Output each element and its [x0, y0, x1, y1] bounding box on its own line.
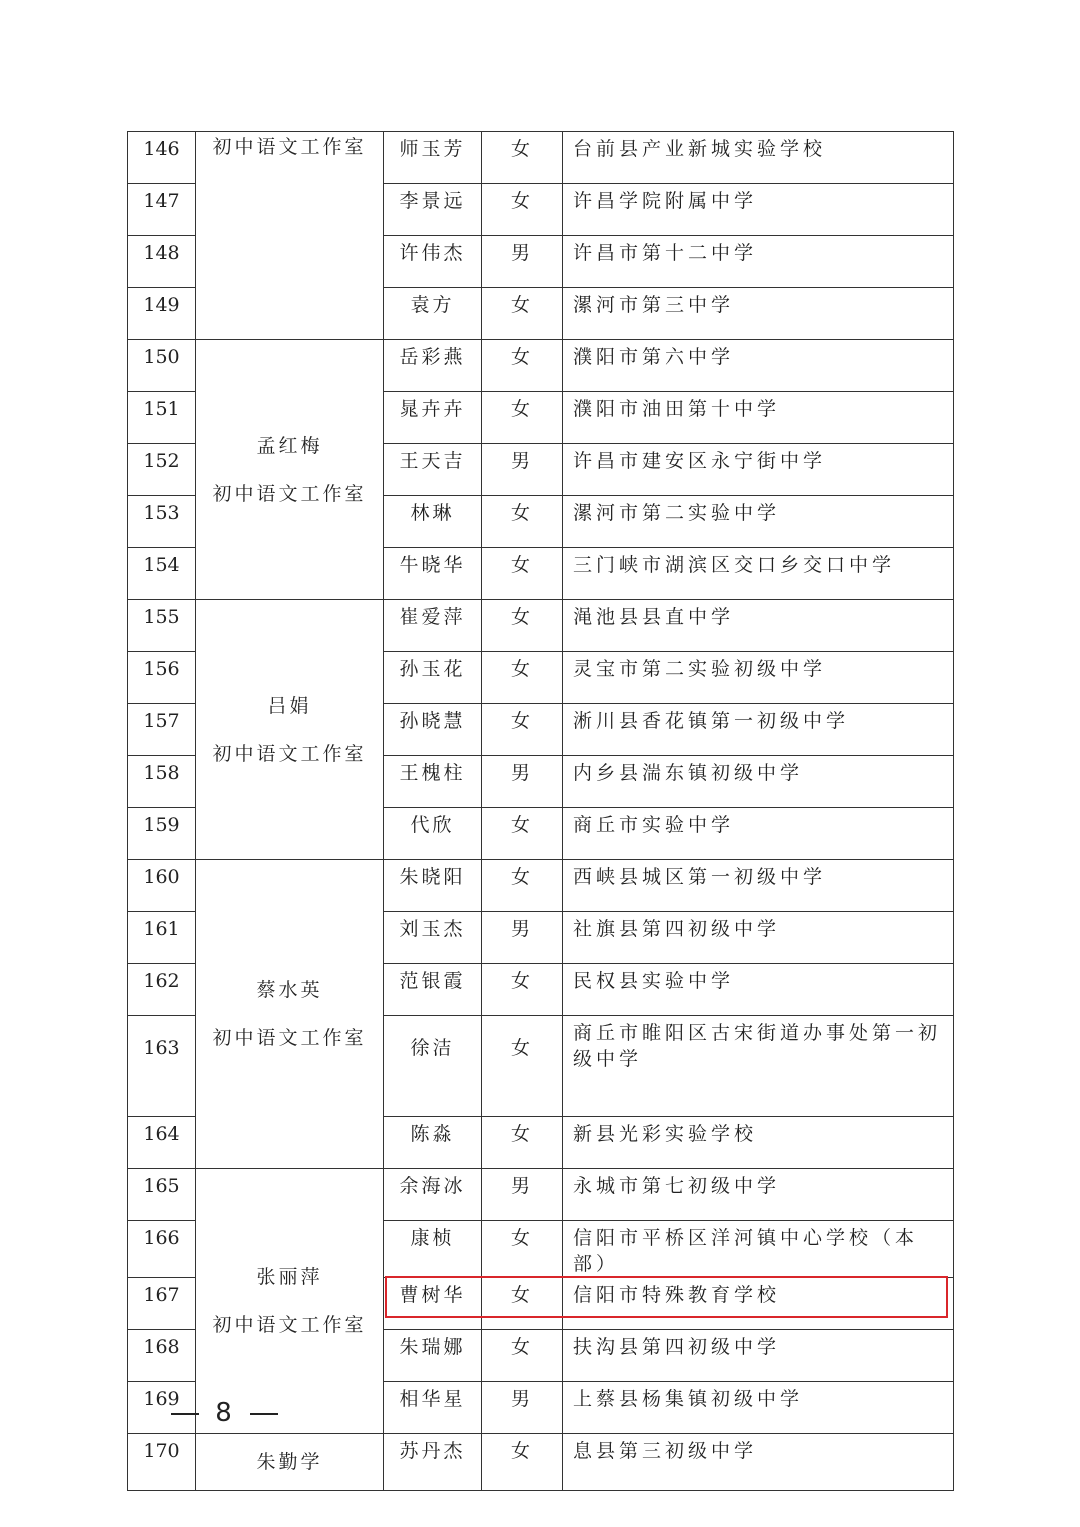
- row-number: 164: [128, 1117, 196, 1169]
- member-gender: 女: [482, 1434, 563, 1491]
- studio-leader: 孟红梅: [256, 434, 323, 457]
- member-school: 新县光彩实验学校: [563, 1117, 954, 1169]
- roster-table: [127, 131, 954, 1491]
- member-gender: 女: [482, 1221, 563, 1278]
- table-row: [128, 600, 954, 652]
- member-gender: 女: [482, 392, 563, 444]
- row-number: 151: [128, 392, 196, 444]
- table-row: [128, 1434, 954, 1491]
- member-name: 徐洁: [384, 1016, 482, 1117]
- member-school: 上蔡县杨集镇初级中学: [563, 1382, 954, 1434]
- row-number: 168: [128, 1330, 196, 1382]
- row-number: 149: [128, 288, 196, 340]
- member-gender: 女: [482, 340, 563, 392]
- row-number: 156: [128, 652, 196, 704]
- member-gender: 男: [482, 1382, 563, 1434]
- member-name: 崔爱萍: [384, 600, 482, 652]
- studio-name: 初中语文工作室: [212, 482, 367, 505]
- member-school: 永城市第七初级中学: [563, 1169, 954, 1221]
- member-school: 漯河市第三中学: [563, 288, 954, 340]
- member-gender: 女: [482, 964, 563, 1016]
- footer-dash-right: [250, 1413, 278, 1415]
- member-school: 西峡县城区第一初级中学: [563, 860, 954, 912]
- studio-name: 初中语文工作室: [212, 136, 367, 158]
- member-name: 朱晓阳: [384, 860, 482, 912]
- member-gender: 女: [482, 808, 563, 860]
- member-name: 陈淼: [384, 1117, 482, 1169]
- member-name: 王槐柱: [384, 756, 482, 808]
- table-row: [128, 340, 954, 392]
- row-number: 152: [128, 444, 196, 496]
- member-gender: 女: [482, 860, 563, 912]
- member-school: 濮阳市油田第十中学: [563, 392, 954, 444]
- member-name: 余海冰: [384, 1169, 482, 1221]
- member-school: 淅川县香花镇第一初级中学: [563, 704, 954, 756]
- studio-leader: 吕娟: [267, 694, 312, 717]
- member-school: 许昌市第十二中学: [563, 236, 954, 288]
- member-school: 渑池县县直中学: [563, 600, 954, 652]
- studio-leader: 蔡水英: [256, 979, 323, 1001]
- studio-cell: [196, 1434, 384, 1491]
- member-school: 息县第三初级中学: [563, 1434, 954, 1491]
- row-number: 165: [128, 1169, 196, 1221]
- row-number: 155: [128, 600, 196, 652]
- member-school: 信阳市平桥区洋河镇中心学校（本部）: [563, 1221, 954, 1278]
- member-gender: 女: [482, 1330, 563, 1382]
- member-school: 许昌市建安区永宁街中学: [563, 444, 954, 496]
- row-number: 170: [128, 1434, 196, 1491]
- member-gender: 女: [482, 1278, 563, 1330]
- member-name: 师玉芳: [384, 132, 482, 184]
- member-school: 灵宝市第二实验初级中学: [563, 652, 954, 704]
- member-school: 信阳市特殊教育学校: [563, 1278, 954, 1330]
- row-number: 158: [128, 756, 196, 808]
- member-gender: 男: [482, 756, 563, 808]
- member-name: 代欣: [384, 808, 482, 860]
- member-name: 苏丹杰: [384, 1434, 482, 1491]
- member-name: 袁方: [384, 288, 482, 340]
- member-name: 牛晓华: [384, 548, 482, 600]
- row-number: 154: [128, 548, 196, 600]
- page-number: 8: [215, 1398, 234, 1428]
- member-name: 相华星: [384, 1382, 482, 1434]
- studio-cell: [196, 1169, 384, 1434]
- member-name: 曹树华: [384, 1278, 482, 1330]
- row-number: 147: [128, 184, 196, 236]
- studio-name: 初中语文工作室: [212, 1314, 367, 1337]
- member-school: 扶沟县第四初级中学: [563, 1330, 954, 1382]
- member-school: 许昌学院附属中学: [563, 184, 954, 236]
- row-number: 146: [128, 132, 196, 184]
- row-number: 153: [128, 496, 196, 548]
- member-gender: 女: [482, 600, 563, 652]
- member-school: 漯河市第二实验中学: [563, 496, 954, 548]
- member-name: 孙晓慧: [384, 704, 482, 756]
- member-name: 刘玉杰: [384, 912, 482, 964]
- member-gender: 女: [482, 496, 563, 548]
- member-name: 岳彩燕: [384, 340, 482, 392]
- member-gender: 女: [482, 1016, 563, 1117]
- member-gender: 男: [482, 236, 563, 288]
- member-gender: 男: [482, 912, 563, 964]
- studio-name: 朱勤学: [256, 1451, 323, 1474]
- member-school: 商丘市实验中学: [563, 808, 954, 860]
- member-name: 李景远: [384, 184, 482, 236]
- studio-cell: [196, 340, 384, 600]
- member-school: 台前县产业新城实验学校: [563, 132, 954, 184]
- table-row: [128, 1169, 954, 1221]
- member-school: 三门峡市湖滨区交口乡交口中学: [563, 548, 954, 600]
- member-gender: 女: [482, 652, 563, 704]
- member-gender: 女: [482, 1117, 563, 1169]
- row-number: 157: [128, 704, 196, 756]
- row-number: 166: [128, 1221, 196, 1278]
- table-row: [128, 132, 954, 184]
- studio-cell: [196, 600, 384, 860]
- member-school: 社旗县第四初级中学: [563, 912, 954, 964]
- page-footer: [165, 1398, 284, 1428]
- row-number: 169: [128, 1382, 196, 1434]
- row-number: 160: [128, 860, 196, 912]
- member-name: 许伟杰: [384, 236, 482, 288]
- member-name: 王天吉: [384, 444, 482, 496]
- member-name: 晁卉卉: [384, 392, 482, 444]
- studio-name: 初中语文工作室: [212, 1027, 367, 1049]
- member-gender: 男: [482, 1169, 563, 1221]
- row-number: 167: [128, 1278, 196, 1330]
- member-gender: 男: [482, 444, 563, 496]
- row-number: 159: [128, 808, 196, 860]
- studio-name: 初中语文工作室: [212, 742, 367, 765]
- member-school: 濮阳市第六中学: [563, 340, 954, 392]
- member-gender: 女: [482, 704, 563, 756]
- table-row: [128, 860, 954, 912]
- studio-cell: [196, 860, 384, 1169]
- member-school: 商丘市睢阳区古宋街道办事处第一初级中学: [563, 1016, 954, 1117]
- member-name: 范银霞: [384, 964, 482, 1016]
- member-gender: 女: [482, 548, 563, 600]
- member-name: 朱瑞娜: [384, 1330, 482, 1382]
- member-gender: 女: [482, 184, 563, 236]
- row-number: 163: [128, 1016, 196, 1117]
- footer-dash-left: [171, 1413, 199, 1415]
- row-number: 161: [128, 912, 196, 964]
- member-gender: 女: [482, 288, 563, 340]
- studio-cell: [196, 132, 384, 340]
- member-gender: 女: [482, 132, 563, 184]
- member-name: 林琳: [384, 496, 482, 548]
- row-number: 162: [128, 964, 196, 1016]
- member-school: 民权县实验中学: [563, 964, 954, 1016]
- row-number: 150: [128, 340, 196, 392]
- member-name: 康桢: [384, 1221, 482, 1278]
- studio-leader: 张丽萍: [256, 1266, 323, 1289]
- member-name: 孙玉花: [384, 652, 482, 704]
- member-school: 内乡县湍东镇初级中学: [563, 756, 954, 808]
- row-number: 148: [128, 236, 196, 288]
